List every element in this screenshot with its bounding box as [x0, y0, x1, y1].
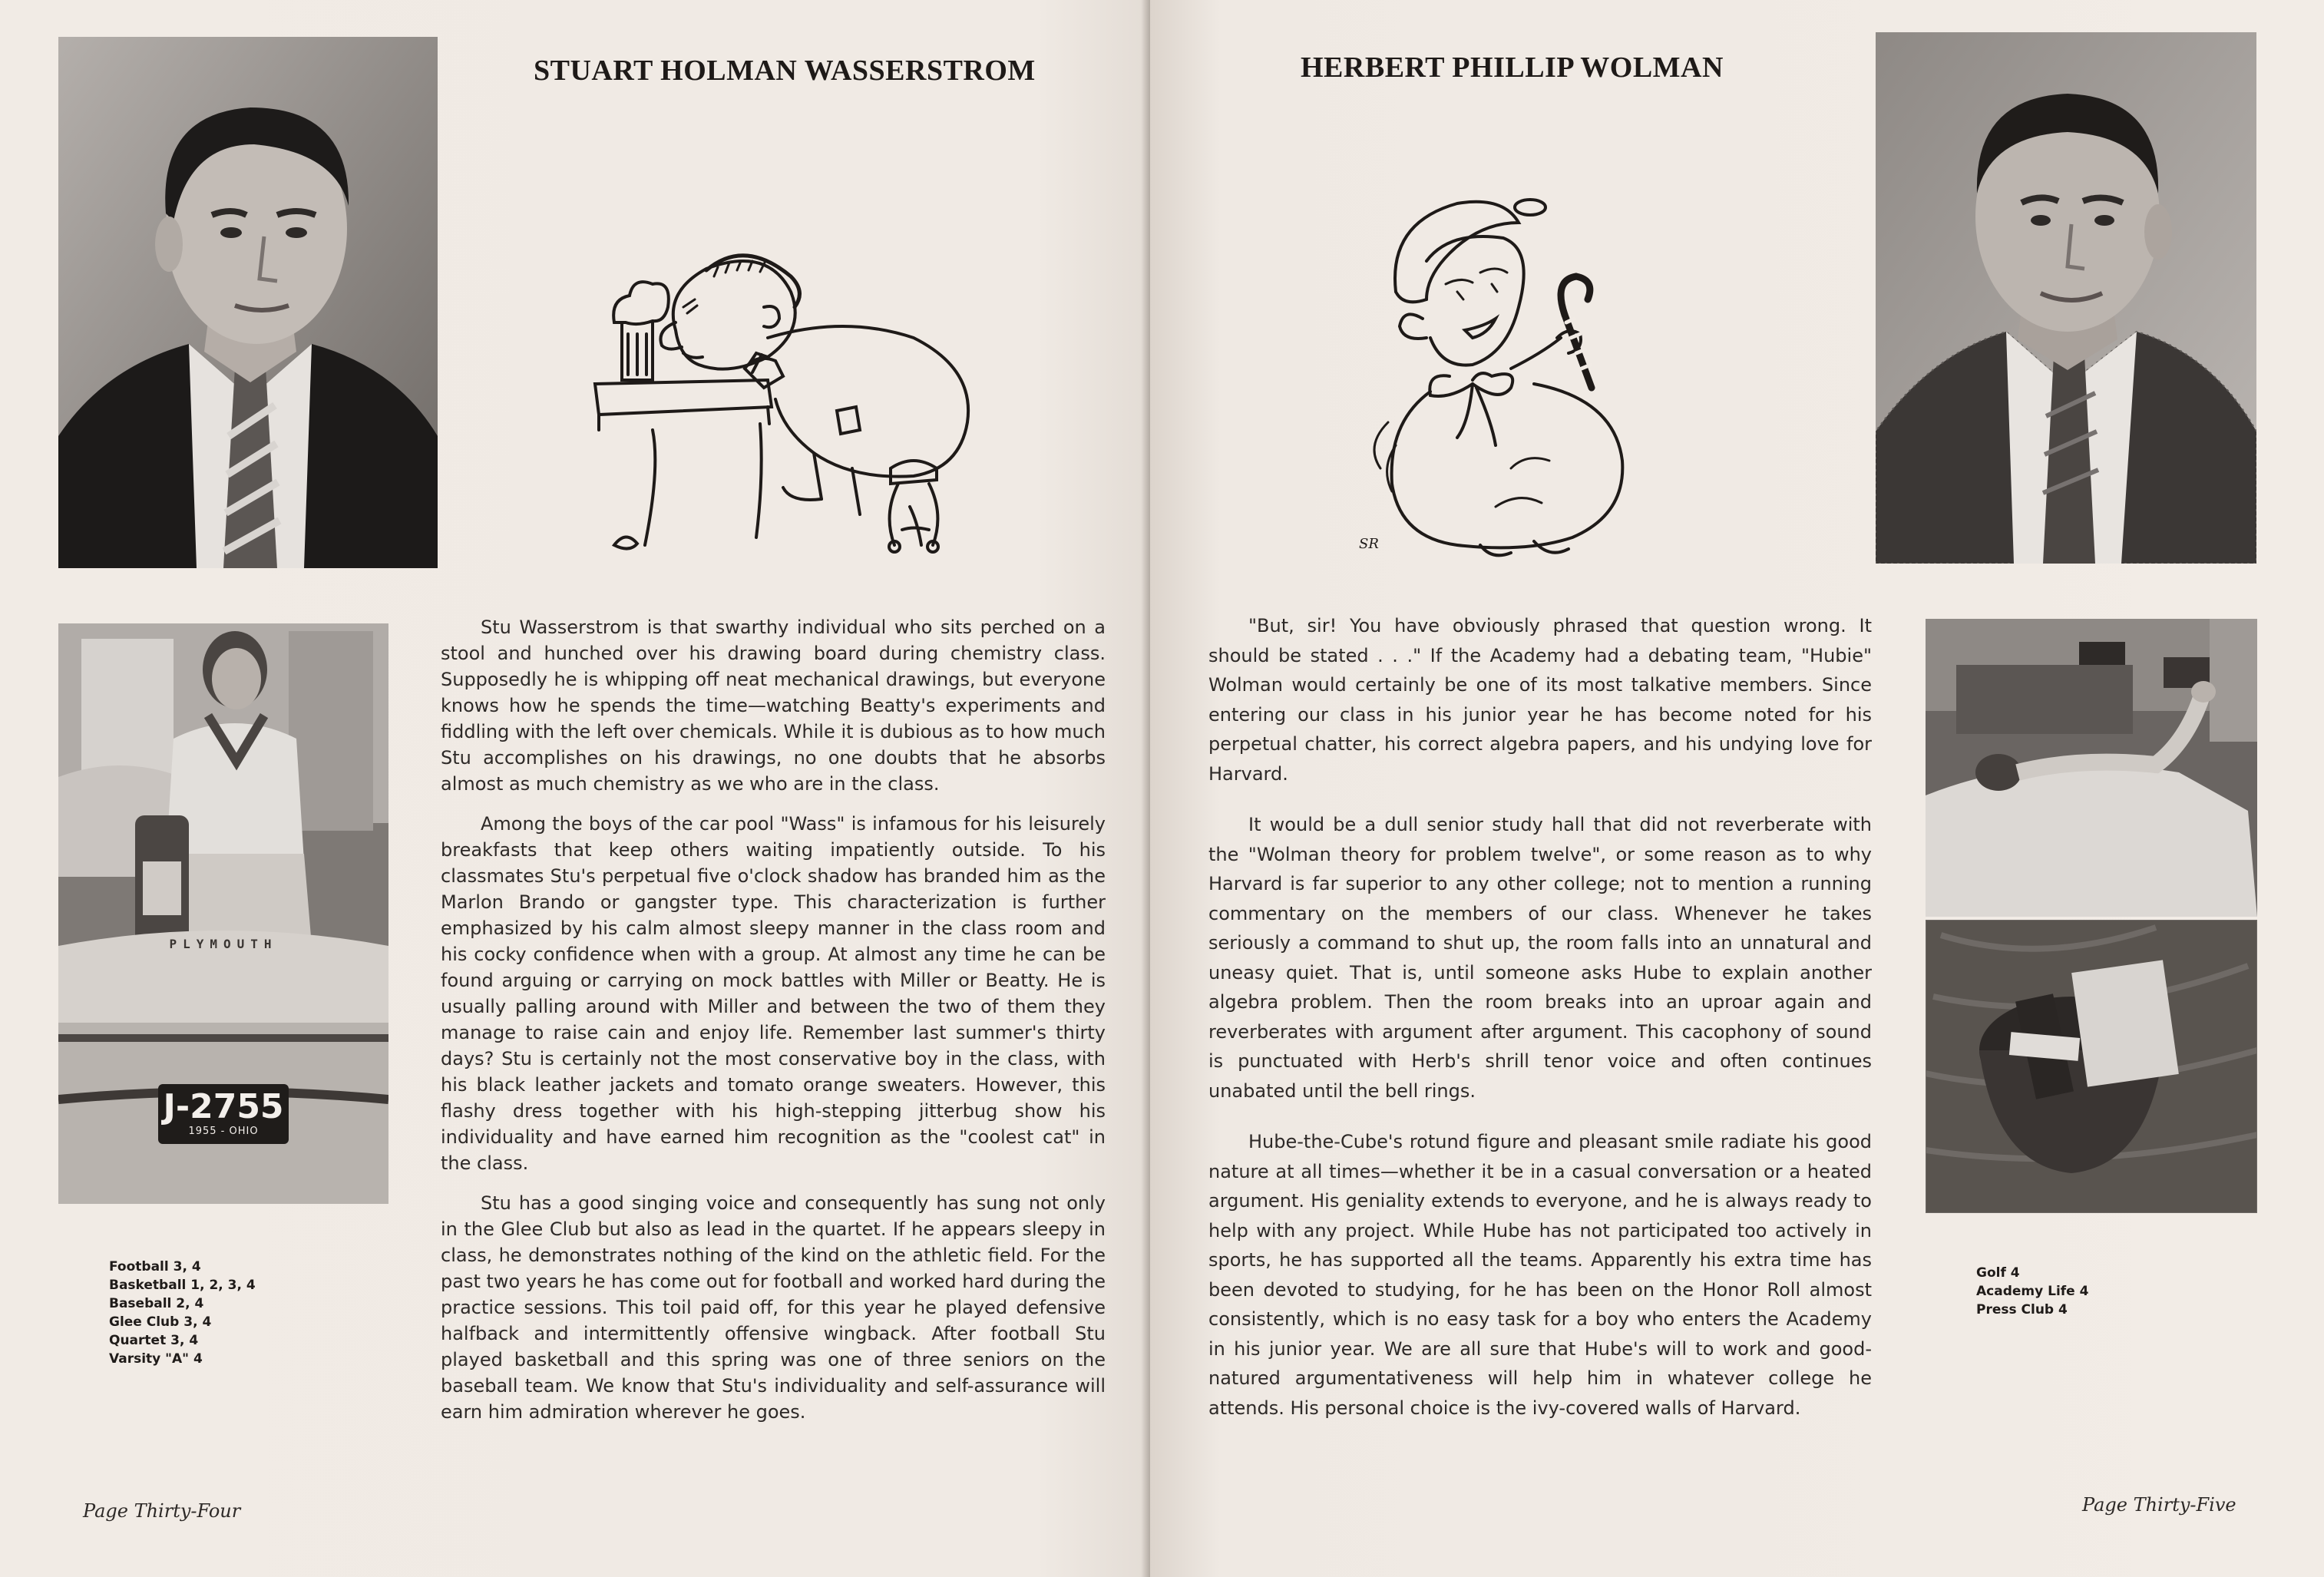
student-name-heading: HERBERT PHILLIP WOLMAN [1301, 51, 1724, 84]
bio-paragraph: Among the boys of the car pool "Wass" is infamous for his leisurely breakfasts that keep others waiting impatiently outside. To his classmates Stu's perpetual five o'clock shadow has branded him as the Marlon Brando or gangster type. This characterization is further emphasized by his calm almost sleepy manner in the class room and his cocky confidence when with a group. At almost any time he can be found arguing or carrying on mock battles with Miller or Beatty. He is usually palling around with Miller and between the two of them they manage to raise cain and enjoy life. Remember last summer's thirty days? Stu is certainly not the most conservative boy in the class, with his black leather jackets and tomato orange sweaters. However, this flashy dress together with his high-stepping jitterbug show his individuality and have earned him recognition as the "coolest cat" in the class. [441, 813, 1106, 1174]
car-badge-label: PLYMOUTH [169, 937, 278, 951]
wolman-candid-books-photo [1926, 920, 2257, 1213]
wolman-biography [1208, 611, 1872, 1436]
page-number-left: Page Thirty-Four [83, 1500, 241, 1522]
student-name-heading: STUART HOLMAN WASSERSTROM [534, 55, 1036, 87]
activity-item: Varsity "A" 4 [109, 1351, 203, 1367]
activity-item: Glee Club 3, 4 [109, 1314, 212, 1330]
bio-paragraph: Stu Wasserstrom is that swarthy individual who sits perched on a stool and hunched over his drawing board during chemistry class. Supposedly he is whipping off neat mechanical drawings, but everyone knows how he spends the time—watching Beatty's experiments and fiddling with the left over chemicals. While it is dubious as to how much Stu accomplishes on his drawings, no one doubts that he absorbs almost as much chemistry as we who are in the class. [441, 617, 1106, 795]
activity-item: Basketball 1, 2, 3, 4 [109, 1278, 256, 1293]
wolman-activities-list [1976, 1264, 2088, 1319]
activity-item: Golf 4 [1976, 1265, 2020, 1281]
license-plate-state: 1955 - OHIO [188, 1126, 259, 1137]
page-number-right: Page Thirty-Five [2082, 1494, 2236, 1516]
activity-item: Baseball 2, 4 [109, 1296, 204, 1311]
wasserstrom-biography [441, 614, 1106, 1439]
wolman-portrait-photo [1876, 32, 2256, 564]
activity-item: Press Club 4 [1976, 1302, 2068, 1317]
bio-paragraph: Hube-the-Cube's rotund figure and pleasant smile radiate his good nature at all times—whether it be in a casual conversation or a heated argument. His geniality extends to everyone, and he is always ready to help with any project. While Hube has not participated too actively in sports, he has supported all the teams. Apparently his extra time has been devoted to studying, for he has been on the Honor Roll almost consistently, which is no easy task for a boy who enters the Academy in his junior year. We are all sure that Hube's will to work and good-natured argumentativeness will help him in whatever college he attends. His personal choice is the ivy-covered walls of Harvard. [1208, 1131, 1872, 1419]
wasserstrom-activities-list [109, 1258, 256, 1368]
activity-item: Academy Life 4 [1976, 1284, 2089, 1299]
left-page [0, 0, 1150, 1577]
bio-paragraph: Stu has a good singing voice and consequently has sung not only in the Glee Club but also as lead in the quartet. If he appears sleepy in class, he demonstrates nothing of the kind on the athletic field. For the past two years he has come out for football and worked hard during the practice sessions. This toil paid off, for this year he played defensive halfback and intermittently offensive wingback. After football Stu played basketball and this spring was one of three seniors on the baseball team. We know that Stu's individuality and self-assurance will earn him admiration wherever he goes. [441, 1192, 1106, 1423]
wasserstrom-candid-car-photo [58, 623, 388, 1204]
wolman-cartoon-drawing [1357, 192, 1726, 560]
wasserstrom-cartoon-drawing [591, 223, 1006, 560]
license-plate-number: J-2755 [163, 1087, 284, 1126]
right-page [1150, 0, 2324, 1577]
bio-paragraph: "But, sir! You have obviously phrased that question wrong. It should be stated . . ." If the Academy had a debating team, "Hubie" Wolman would certainly be one of its most talkative members. Since entering our class in his junior year he has become noted for his perpetual chatter, his correct algebra papers, and his undying love for Harvard. [1208, 615, 1872, 785]
bio-paragraph: It would be a dull senior study hall that did not reverberate with the "Wolman theory for problem twelve", or some reason as to why Harvard is far superior to any other college; not to mention a running commentary on the members of our class. Whenever he takes seriously a command to shut up, the room falls into an unnatural and uneasy quiet. That is, until someone asks Hube to explain another algebra problem. Then the room breaks into an uproar again and reverberates with argument after argument. This cacophony of sound is punctuated with Herb's shrill tenor voice and often continues unabated until the bell rings. [1208, 814, 1872, 1102]
activity-item: Quartet 3, 4 [109, 1333, 199, 1348]
activity-item: Football 3, 4 [109, 1259, 201, 1274]
cartoonist-initials: SR [1359, 536, 1379, 552]
wasserstrom-portrait-photo [58, 37, 438, 568]
wolman-candid-bed-photo [1926, 619, 2257, 917]
